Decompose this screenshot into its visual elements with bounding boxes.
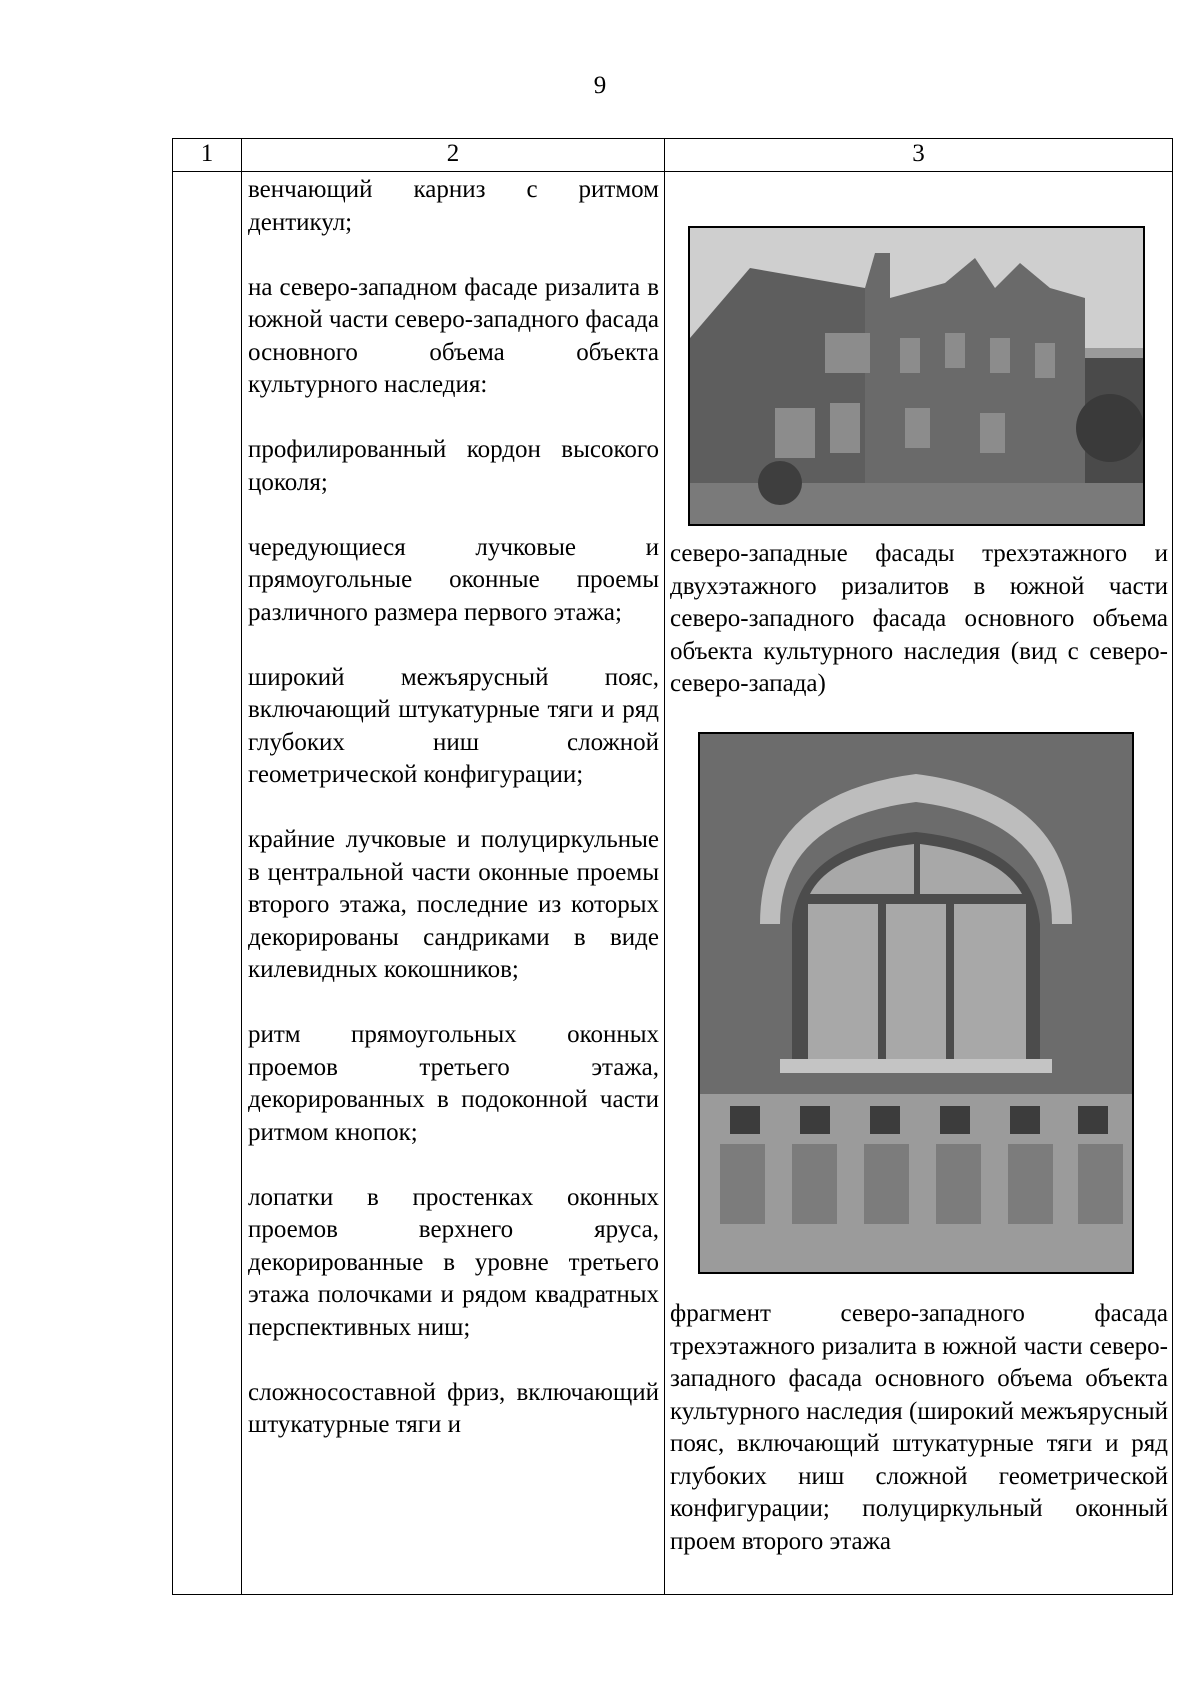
description-item: лопатки в простенках оконных проемов верхнего яруса, декорированные в уровне третьего этажа полочками и рядом квадратных перспективных ниш; [248,1183,659,1341]
column-header-3: 3 [665,139,1173,172]
window-fragment-photo [698,732,1134,1274]
description-item: крайние лучковые и полуциркульные в центральной части оконные проемы второго этажа, последние из которых декорированы сандриками в виде килевидных кокошников; [248,826,659,983]
building-facade-photo [688,226,1145,526]
column-header-2: 2 [242,139,665,172]
description-item: чередующиеся лучковые и прямоугольные оконные проемы различного размера первого этажа; [248,533,659,626]
page-number: 9 [593,72,607,99]
description-item: широкий межъярусный пояс, включающий штукатурные тяги и ряд глубоких ниш сложной геометрической конфигурации; [248,663,659,788]
photo-caption: фрагмент северо-западного фасада трехэтажного ризалита в южной части северо-западного фасада основного объема объекта культурного наследия (широкий межъярусный пояс, включающий штукатурные тяги и ряд глубоких ниш сложной геометрической конфигурации; полуциркульный оконный проем второго этажа [670,1300,1168,1555]
description-item: сложносоставной фриз, включающий штукатурные тяги и [248,1378,659,1438]
description-item: венчающий карниз с ритмом дентикул; [248,176,659,236]
description-cell [242,172,665,1595]
column-header-1: 1 [173,139,242,172]
description-item: ритм прямоугольных оконных проемов третьего этажа, декорированных в подоконной части ритмом кнопок; [248,1021,659,1146]
table-header-row [173,139,1173,172]
heritage-table [172,138,1173,1595]
photo-caption: северо-западные фасады трехэтажного и двухэтажного ризалитов в южной части северо-западного фасада основного объема объекта культурного наследия (вид с северо-северо-запада) [670,540,1168,697]
table-row [173,172,1173,1595]
description-item: на северо-западном фасаде ризалита в южной части северо-западного фасада основного объема объекта культурного наследия: [248,273,659,398]
number-cell [173,172,242,1595]
illustration-cell [665,172,1173,1595]
description-item: профилированный кордон высокого цоколя; [248,436,659,496]
